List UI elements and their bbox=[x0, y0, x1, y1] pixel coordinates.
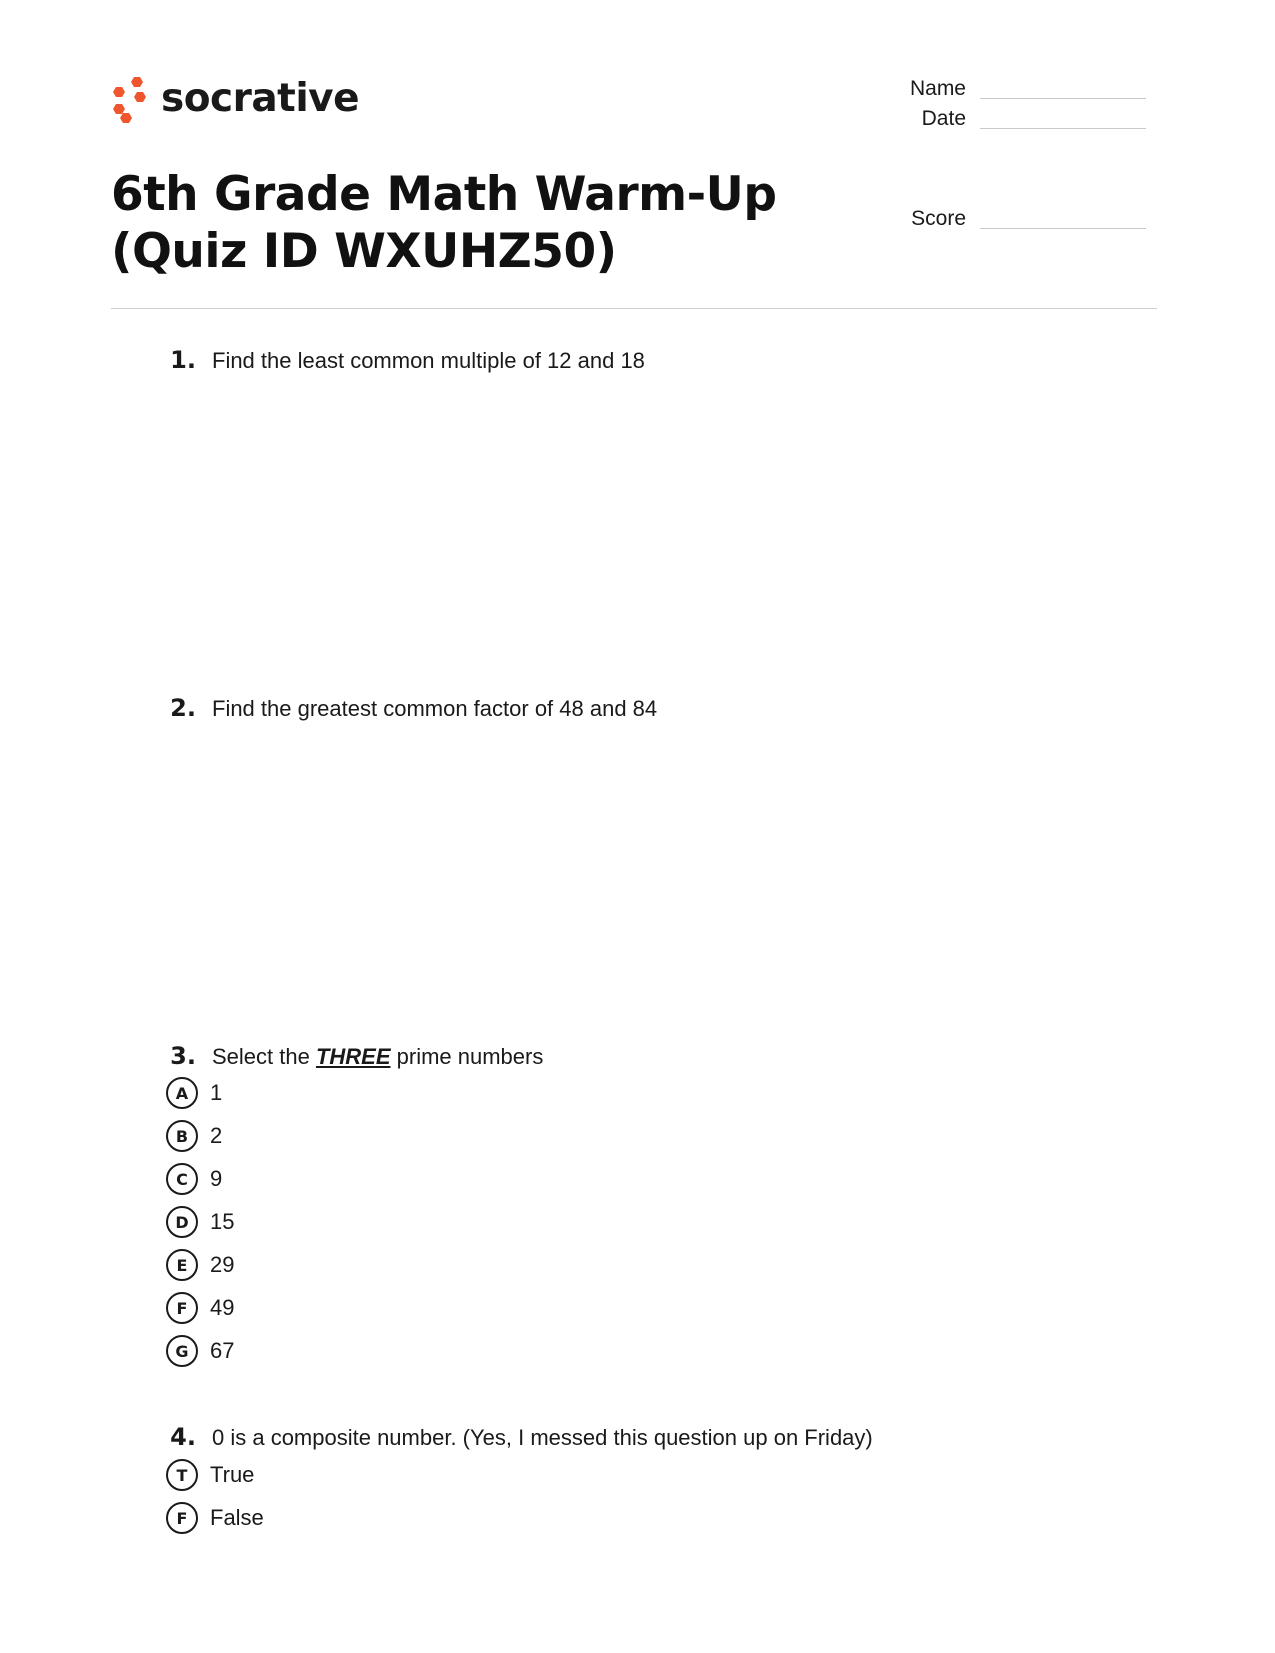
name-label: Name bbox=[909, 77, 966, 100]
question-number: 4. bbox=[170, 1423, 196, 1451]
score-label: Score bbox=[911, 207, 966, 230]
question-text: Find the greatest common factor of 48 and 84 bbox=[212, 696, 658, 721]
option-c[interactable] bbox=[166, 1163, 222, 1195]
answer-bubble[interactable]: T bbox=[166, 1459, 198, 1491]
answer-bubble[interactable]: D bbox=[166, 1206, 198, 1238]
answer-bubble[interactable]: G bbox=[166, 1335, 198, 1367]
question-3 bbox=[160, 1042, 543, 1070]
option-text: 67 bbox=[210, 1338, 235, 1363]
question-number: 1. bbox=[170, 346, 196, 374]
date-field[interactable] bbox=[866, 107, 1146, 131]
socrative-logo bbox=[111, 72, 359, 124]
option-e[interactable] bbox=[166, 1249, 234, 1281]
question-text: 0 is a composite number. (Yes, I messed this question up on Friday) bbox=[212, 1425, 873, 1450]
answer-bubble[interactable]: E bbox=[166, 1249, 198, 1281]
question-text: Select the THREE prime numbers bbox=[212, 1044, 544, 1069]
option-false[interactable] bbox=[166, 1502, 264, 1534]
option-text: 2 bbox=[210, 1123, 223, 1148]
question-4 bbox=[160, 1423, 873, 1451]
option-a[interactable] bbox=[166, 1077, 222, 1109]
option-text: 29 bbox=[210, 1252, 235, 1277]
score-line[interactable] bbox=[980, 228, 1146, 229]
answer-bubble[interactable]: F bbox=[166, 1292, 198, 1324]
option-b[interactable] bbox=[166, 1120, 222, 1152]
option-text: False bbox=[210, 1505, 264, 1530]
score-field[interactable] bbox=[866, 207, 1146, 231]
page-title: 6th Grade Math Warm-Up (Quiz ID WXUHZ50) bbox=[111, 167, 777, 279]
answer-bubble[interactable]: B bbox=[166, 1120, 198, 1152]
header-divider bbox=[111, 308, 1157, 309]
option-f[interactable] bbox=[166, 1292, 234, 1324]
option-d[interactable] bbox=[166, 1206, 234, 1238]
option-text: True bbox=[210, 1462, 255, 1487]
option-text: 9 bbox=[210, 1166, 223, 1191]
brand-name: socrative bbox=[161, 75, 360, 121]
question-number: 3. bbox=[170, 1042, 196, 1070]
name-line[interactable] bbox=[980, 98, 1146, 99]
answer-bubble[interactable]: A bbox=[166, 1077, 198, 1109]
option-text: 49 bbox=[210, 1295, 235, 1320]
question-text: Find the least common multiple of 12 and 18 bbox=[212, 348, 645, 373]
name-field[interactable] bbox=[866, 77, 1146, 101]
date-label: Date bbox=[921, 107, 966, 130]
question-1 bbox=[160, 346, 645, 374]
question-2 bbox=[160, 694, 657, 722]
emphasis-text: THREE bbox=[315, 1044, 391, 1069]
option-text: 1 bbox=[210, 1080, 223, 1105]
hexagon-cluster-icon bbox=[111, 73, 149, 123]
answer-bubble[interactable]: C bbox=[166, 1163, 198, 1195]
date-line[interactable] bbox=[980, 128, 1146, 129]
option-g[interactable] bbox=[166, 1335, 234, 1367]
option-true[interactable] bbox=[166, 1459, 254, 1491]
answer-bubble[interactable]: F bbox=[166, 1502, 198, 1534]
option-text: 15 bbox=[210, 1209, 235, 1234]
question-number: 2. bbox=[170, 694, 196, 722]
